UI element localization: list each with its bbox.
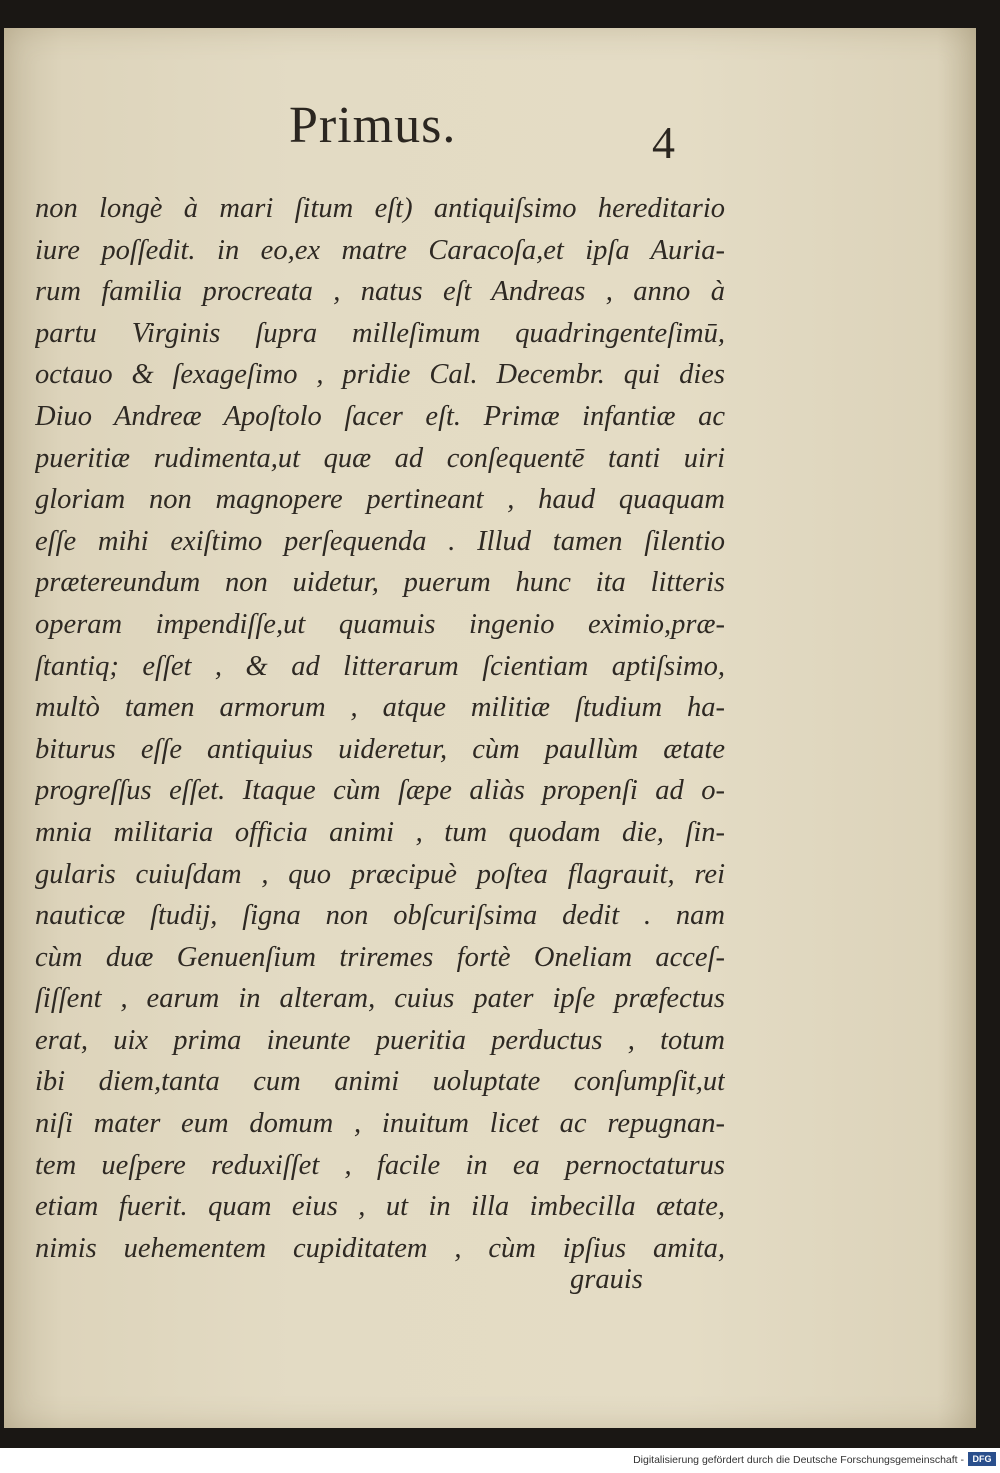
text-line: ibi diem,tanta cum animi uoluptate conſumpſit,ut — [35, 1066, 725, 1098]
book-page — [4, 28, 976, 1428]
text-line: gloriam non magnopere pertineant , haud quaquam — [35, 484, 725, 516]
text-line: ſtantiq; eſſet , & ad litterarum ſcientiam aptiſsimo, — [35, 650, 725, 682]
text-line: progreſſus eſſet. Itaque cùm ſæpe aliàs propenſi ad o- — [35, 775, 725, 807]
text-line: etiam fuerit. quam eius , ut in illa imbecilla ætate, — [35, 1191, 725, 1223]
text-line: operam impendiſſe,ut quamuis ingenio eximio,præ- — [35, 608, 725, 640]
text-line: cùm duæ Genuenſium triremes fortè Oneliam acceſ- — [35, 941, 725, 973]
text-line: eſſe mihi exiſtimo perſequenda . Illud tamen ſilentio — [35, 525, 725, 557]
text-line: niſi mater eum domum , inuitum licet ac repugnan- — [35, 1108, 725, 1140]
text-line: biturus eſſe antiquius uideretur, cùm paullùm ætate — [35, 733, 725, 765]
page-number: 4 — [652, 117, 675, 168]
text-line: partu Virginis ſupra milleſimum quadringenteſimū, — [35, 317, 725, 349]
text-line: octauo & ſexageſimo , pridie Cal. Decembr. qui dies — [35, 359, 725, 391]
text-line: iure poſſedit. in eo,ex matre Caracoſa,et ipſa Auria- — [35, 234, 725, 266]
text-line: nimis uehementem cupiditatem , cùm ipſius amita, — [35, 1232, 725, 1264]
text-line: prætereundum non uidetur, puerum hunc ita litteris — [35, 567, 725, 599]
body-text — [35, 188, 725, 1269]
text-line: ſiſſent , earum in alteram, cuius pater ipſe præfectus — [35, 983, 725, 1015]
text-line: mnia militaria officia animi , tum quodam die, ſin- — [35, 816, 725, 848]
text-line: multò tamen armorum , atque militiæ ſtudium ha- — [35, 692, 725, 724]
text-line: gularis cuiuſdam , quo præcipuè poſtea flagrauit, rei — [35, 858, 725, 890]
text-line: rum familia procreata , natus eſt Andreas , anno à — [35, 276, 725, 308]
text-line: erat, uix prima ineunte pueritia perductus , totum — [35, 1024, 725, 1056]
text-line: nauticæ ſtudij, ſigna non obſcuriſsima dedit . nam — [35, 900, 725, 932]
text-line: non longè à mari ſitum eſt) antiquiſsimo hereditario — [35, 193, 725, 224]
running-head-title: Primus. — [289, 97, 457, 154]
text-line: pueritiæ rudimenta,ut quæ ad conſequentē tanti uiri — [35, 442, 725, 474]
text-line: tem ueſpere reduxiſſet , facile in ea pernoctaturus — [35, 1149, 725, 1181]
catchword: grauis — [570, 1264, 643, 1295]
text-line: Diuo Andreæ Apoſtolo ſacer eſt. Primæ infantiæ ac — [35, 400, 725, 432]
dfg-logo-icon: DFG — [968, 1452, 996, 1466]
funding-credit: Digitalisierung gefördert durch die Deutsche Forschungsgemeinschaft - — [633, 1454, 964, 1466]
